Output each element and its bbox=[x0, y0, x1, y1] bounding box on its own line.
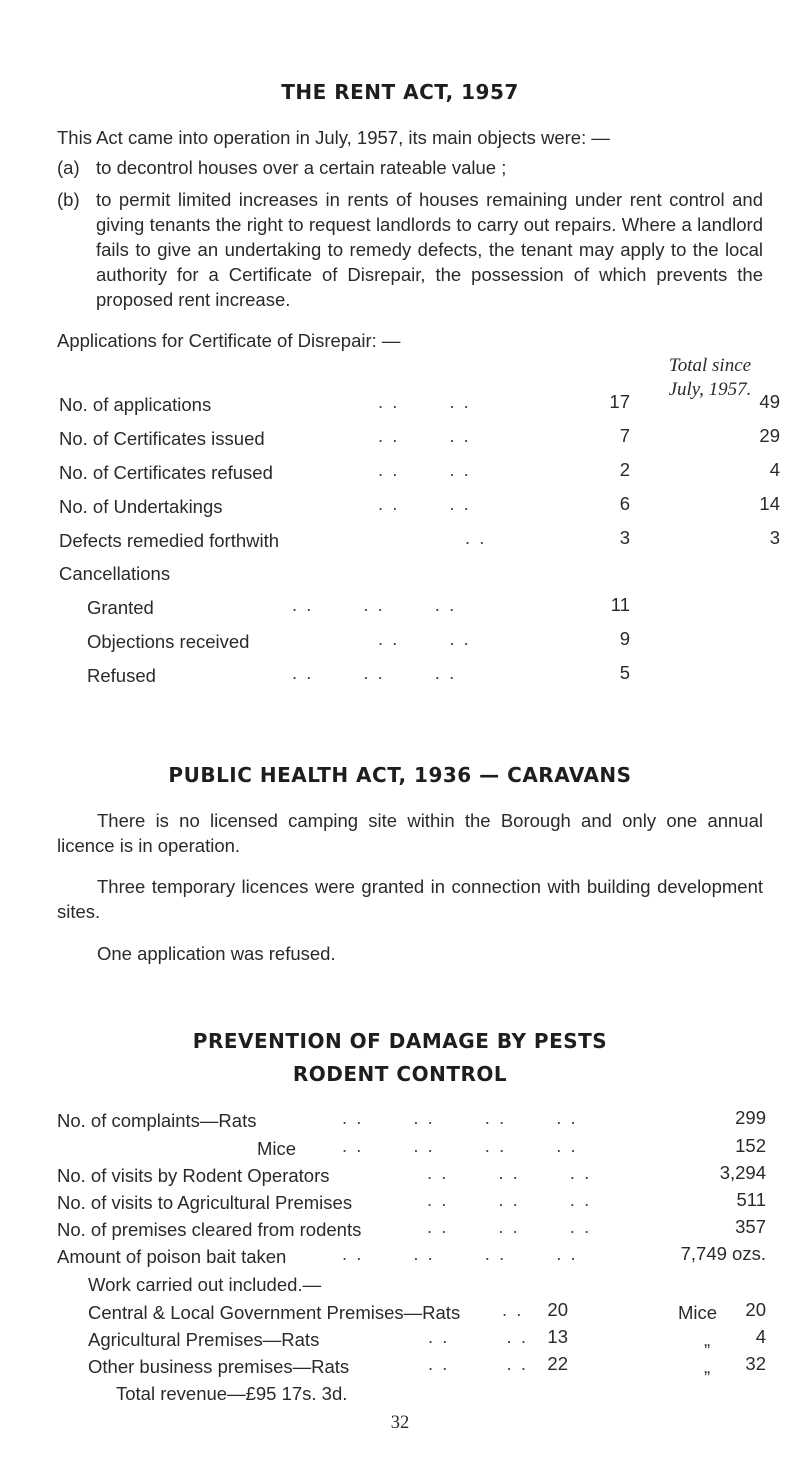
row-label: Mice bbox=[257, 1138, 297, 1159]
row-total: 4 bbox=[769, 459, 780, 480]
ditto-mark: „ bbox=[704, 1329, 711, 1350]
caravans-title: PUBLIC HEALTH ACT, 1936 — CARAVANS bbox=[168, 763, 632, 787]
mice-value: 4 bbox=[755, 1326, 766, 1347]
caravans-paragraph: There is no licensed camping site within the Borough and only one annual licence is in operation. bbox=[57, 810, 763, 856]
rats-value: 13 bbox=[547, 1326, 568, 1347]
row-label: Granted bbox=[87, 597, 154, 618]
row-total: 3 bbox=[769, 527, 780, 548]
caravans-paragraph: Three temporary licences were granted in connection with building development sites. bbox=[57, 876, 763, 922]
pests-title: PREVENTION OF DAMAGE BY PESTS bbox=[192, 1029, 608, 1053]
leader-dots: . . . . bbox=[378, 628, 471, 649]
row-value: 299 bbox=[735, 1107, 766, 1128]
row-total: 29 bbox=[759, 425, 780, 446]
row-value: 6 bbox=[619, 493, 630, 514]
total-revenue: Total revenue—£95 17s. 3d. bbox=[116, 1383, 348, 1404]
total-header-line1: Total since bbox=[668, 355, 752, 376]
row-label: Amount of poison bait taken bbox=[57, 1246, 287, 1267]
row-label: No. of visits by Rodent Operators bbox=[57, 1165, 330, 1186]
leader-dots: . . . . bbox=[378, 391, 471, 412]
row-value: 17 bbox=[609, 391, 630, 412]
row-label: No. of Certificates refused bbox=[59, 462, 273, 483]
row-value: 3 bbox=[619, 527, 630, 548]
row-value: 7 bbox=[619, 425, 630, 446]
row-value: 357 bbox=[735, 1216, 766, 1237]
leader-dots: . . . . . . bbox=[427, 1162, 592, 1183]
leader-dots: . . . . . . . . bbox=[342, 1135, 578, 1156]
rent-act-title: THE RENT ACT, 1957 bbox=[281, 80, 519, 104]
leader-dots: . . . . bbox=[428, 1326, 528, 1347]
row-value: 3,294 bbox=[719, 1162, 766, 1183]
leader-dots: . . . . . . bbox=[292, 662, 457, 683]
row-value: 7,749 ozs. bbox=[680, 1243, 766, 1264]
leader-dots: . . . . bbox=[378, 493, 471, 514]
caravans-paragraph: One application was refused. bbox=[97, 943, 336, 964]
row-label: No. of applications bbox=[59, 394, 212, 415]
table-intro: Applications for Certificate of Disrepair: — bbox=[57, 330, 401, 351]
row-label: Defects remedied forthwith bbox=[59, 530, 280, 551]
row-label: Refused bbox=[87, 665, 156, 686]
item-a-marker: (a) bbox=[57, 157, 80, 178]
row-label: Central & Local Government Premises—Rats bbox=[88, 1302, 461, 1323]
row-label: No. of Undertakings bbox=[59, 496, 223, 517]
row-total: 14 bbox=[759, 493, 780, 514]
rats-value: 22 bbox=[547, 1353, 568, 1374]
ditto-mark: „ bbox=[704, 1356, 711, 1377]
total-header-line2: July, 1957. bbox=[668, 379, 752, 400]
row-total: 49 bbox=[759, 391, 780, 412]
row-label: Objections received bbox=[87, 631, 250, 652]
leader-dots: . . bbox=[465, 527, 487, 548]
row-label: Cancellations bbox=[59, 563, 171, 584]
rent-act-intro: This Act came into operation in July, 1957, its main objects were: — bbox=[57, 127, 610, 148]
row-value: 152 bbox=[735, 1135, 766, 1156]
leader-dots: . . . . bbox=[428, 1353, 528, 1374]
row-label: Agricultural Premises—Rats bbox=[88, 1329, 320, 1350]
row-label: Other business premises—Rats bbox=[88, 1356, 350, 1377]
page-number: 32 bbox=[390, 1413, 410, 1433]
leader-dots: . . . . . . bbox=[427, 1216, 592, 1237]
row-value: 5 bbox=[619, 662, 630, 683]
rats-value: 20 bbox=[547, 1299, 568, 1320]
row-label: No. of complaints—Rats bbox=[57, 1110, 257, 1131]
row-label: No. of visits to Agricultural Premises bbox=[57, 1192, 353, 1213]
mice-value: 20 bbox=[745, 1299, 766, 1320]
mice-value: 32 bbox=[745, 1353, 766, 1374]
leader-dots: . . . . . . bbox=[292, 594, 457, 615]
row-label: No. of premises cleared from rodents bbox=[57, 1219, 362, 1240]
leader-dots: . . . . . . . . bbox=[342, 1107, 578, 1128]
leader-dots: . . . . . . bbox=[427, 1189, 592, 1210]
item-b-marker: (b) bbox=[57, 189, 80, 210]
row-value: 511 bbox=[736, 1189, 766, 1210]
pests-subtitle: RODENT CONTROL bbox=[292, 1062, 508, 1086]
row-value: 11 bbox=[610, 594, 630, 615]
leader-dots: . . . . . . . . bbox=[342, 1243, 578, 1264]
row-label: No. of Certificates issued bbox=[59, 428, 265, 449]
row-value: 2 bbox=[619, 459, 630, 480]
row-value: 9 bbox=[619, 628, 630, 649]
item-b-text: to permit limited increases in rents of houses remaining under rent control and giving tenants the right to request landlords to carry out repairs. Where a landlord fails to give an undertaking to remedy defects, the tenant may apply to the local authority for a Certificate of Disrepair, the possession of which prevents the proposed rent increase. bbox=[96, 189, 763, 310]
item-a-text: to decontrol houses over a certain rateable value ; bbox=[96, 157, 507, 178]
leader-dots: . . bbox=[502, 1299, 524, 1320]
mice-label: Mice bbox=[678, 1302, 718, 1323]
work-label: Work carried out included.— bbox=[88, 1274, 322, 1295]
leader-dots: . . . . bbox=[378, 459, 471, 480]
leader-dots: . . . . bbox=[378, 425, 471, 446]
